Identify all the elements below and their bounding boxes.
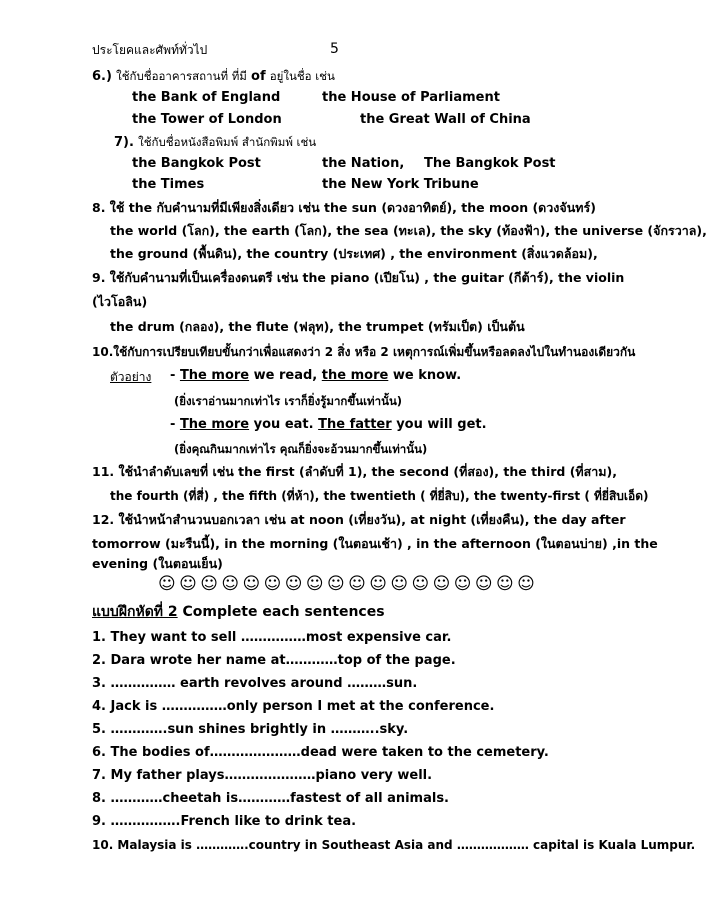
rule-8-line-2: the world (โลก), the earth (โลก), the sea (ทะเล), the sky (ท้องฟ้า), the universe (จักรวาล),	[110, 223, 707, 238]
rule-10-example-2	[170, 417, 487, 433]
rule-12-line-2: tomorrow (มะรืนนี้), in the morning (ในตอนเช้า) , in the afternoon (ในตอนบ่าย) ,in the	[92, 536, 658, 551]
exercise-item: 1. They want to sell ……………most expensive car.	[92, 630, 452, 645]
rule-6-label: 6.)	[92, 69, 112, 84]
example-label: ตัวอย่าง	[110, 370, 152, 384]
rule-8-line-3: the ground (พื้นดิน), the country (ประเทศ) , the environment (สิ่งแวดล้อม),	[110, 246, 598, 261]
rule-7-example-2a: the Times	[132, 177, 205, 192]
rule-11-line-1: 11. ใช้นำลำดับเลขที่ เช่น the first (ลำดับที่ 1), the second (ที่สอง), the third (ที่สาม),	[92, 464, 617, 479]
ex1-we-know: we know.	[392, 368, 462, 383]
rule-8-line-1: 8. ใช้ the กับคำนามที่มีเพียงสิ่งเดียว เช่น the sun (ดวงอาทิตย์), the moon (ดวงจันทร์)	[92, 200, 596, 215]
page-number: 5	[330, 41, 339, 57]
rule-11-line-2: the fourth (ที่สี่) , the fifth (ที่ห้า), the twentieth ( ที่ยี่สิบ), the twenty-first ( ที่ยี่สิบเอ็ด)	[110, 489, 649, 503]
ex2-you-will-get: you will get.	[396, 417, 487, 432]
ex2-dash: -	[170, 417, 176, 432]
rule-12-line-1: 12. ใช้นำหน้าสำนวนบอกเวลา เช่น at noon (เที่ยงวัน), at night (เที่ยงคืน), the day after	[92, 512, 626, 527]
rule-7-example-2b: the New York Tribune	[322, 177, 479, 192]
rule-6-example-1b: the House of Parliament	[322, 90, 500, 105]
exercise-item: 3. …………… earth revolves around ………sun.	[92, 676, 418, 691]
page-header-title: ประโยคและศัพท์ทั่วไป	[92, 43, 208, 57]
rule-6-tail: อยู่ในชื่อ เช่น	[269, 69, 335, 83]
ex2-you-eat: you eat.	[253, 417, 314, 432]
exercise-item: 4. Jack is ……………only person I met at the conference.	[92, 699, 495, 714]
rule-7-label: 7).	[114, 135, 134, 150]
rule-7-text: ใช้กับชื่อหนังสือพิมพ์ สำนักพิมพ์ เช่น	[138, 135, 317, 149]
rule-10-line-1: 10.ใช้กับการเปรียบเทียบขั้นกว่าเพื่อแสดงว่า 2 สิ่ง หรือ 2 เหตุการณ์เพิ่มขึ้นหรือลดลงไปในทำนองเดียวกัน	[92, 345, 636, 359]
rule-6-example-2b: the Great Wall of China	[360, 112, 531, 127]
exercise-item: 7. My father plays…………………piano very well.	[92, 768, 433, 783]
rule-6-example-2a: the Tower of London	[132, 112, 282, 127]
exercise-item: 6. The bodies of…………………dead were taken to the cemetery.	[92, 745, 549, 760]
exercise-title: Complete each sentences	[182, 604, 385, 620]
rule-6-of: of	[251, 69, 266, 84]
rule-9-line-1: 9. ใช้กับคำนามที่เป็นเครื่องดนตรี เช่น the piano (เปียโน) , the guitar (กีต้าร์), the violin	[92, 270, 625, 285]
rule-7-example-1a: the Bangkok Post	[132, 156, 261, 171]
rule-10-example-2-thai: (ยิ่งคุณกินมากเท่าไร คุณก็ยิ่งจะอ้วนมากขึ้นเท่านั้น)	[174, 442, 428, 456]
exercise-item: 8. …………cheetah is…………fastest of all animals.	[92, 791, 449, 806]
rule-6-heading	[92, 68, 335, 85]
ex2-the-fatter: The fatter	[318, 417, 392, 432]
exercise-item: 10. Malaysia is ………….country in Southeast Asia and ……………… capital is Kuala Lumpur.	[92, 838, 696, 852]
rule-7-heading	[114, 134, 316, 151]
exercise-item: 9. …………….French like to drink tea.	[92, 814, 357, 829]
rule-9-line-2: (ไวโอลิน)	[92, 294, 148, 309]
rule-12-line-3: evening (ในตอนเย็น)	[92, 556, 223, 571]
exercise-label: แบบฝึกหัดที่ 2	[92, 604, 178, 620]
ex1-the-more: The more	[179, 368, 250, 383]
rule-9-line-3: the drum (กลอง), the flute (ฟลุท), the trumpet (ทรัมเป็ต) เป็นต้น	[110, 319, 525, 334]
rule-6-text: ใช้กับชื่ออาคารสถานที่ ที่มี	[116, 69, 247, 83]
ex1-the-more-2: the more	[321, 368, 389, 383]
smiley-divider: ☺☺☺☺☺☺☺☺☺☺☺☺☺☺☺☺☺☺	[158, 574, 539, 594]
rule-7-example-1b: the Nation,	[322, 156, 405, 171]
rule-10-example-1-thai: (ยิ่งเราอ่านมากเท่าไร เราก็ยิ่งรู้มากขึ้นเท่านั้น)	[174, 394, 403, 408]
rule-6-example-1a: the Bank of England	[132, 90, 281, 105]
exercise-item: 2. Dara wrote her name at…………top of the page.	[92, 653, 456, 668]
rule-10-example-1	[170, 368, 461, 384]
ex1-we-read: we read,	[253, 368, 318, 383]
ex2-the-more: The more	[179, 417, 250, 432]
ex1-dash: -	[170, 368, 176, 383]
rule-7-example-1c: The Bangkok Post	[424, 156, 556, 171]
exercise-item: 5. ………….sun shines brightly in ………..sky.	[92, 722, 409, 737]
exercise-heading	[92, 604, 385, 620]
